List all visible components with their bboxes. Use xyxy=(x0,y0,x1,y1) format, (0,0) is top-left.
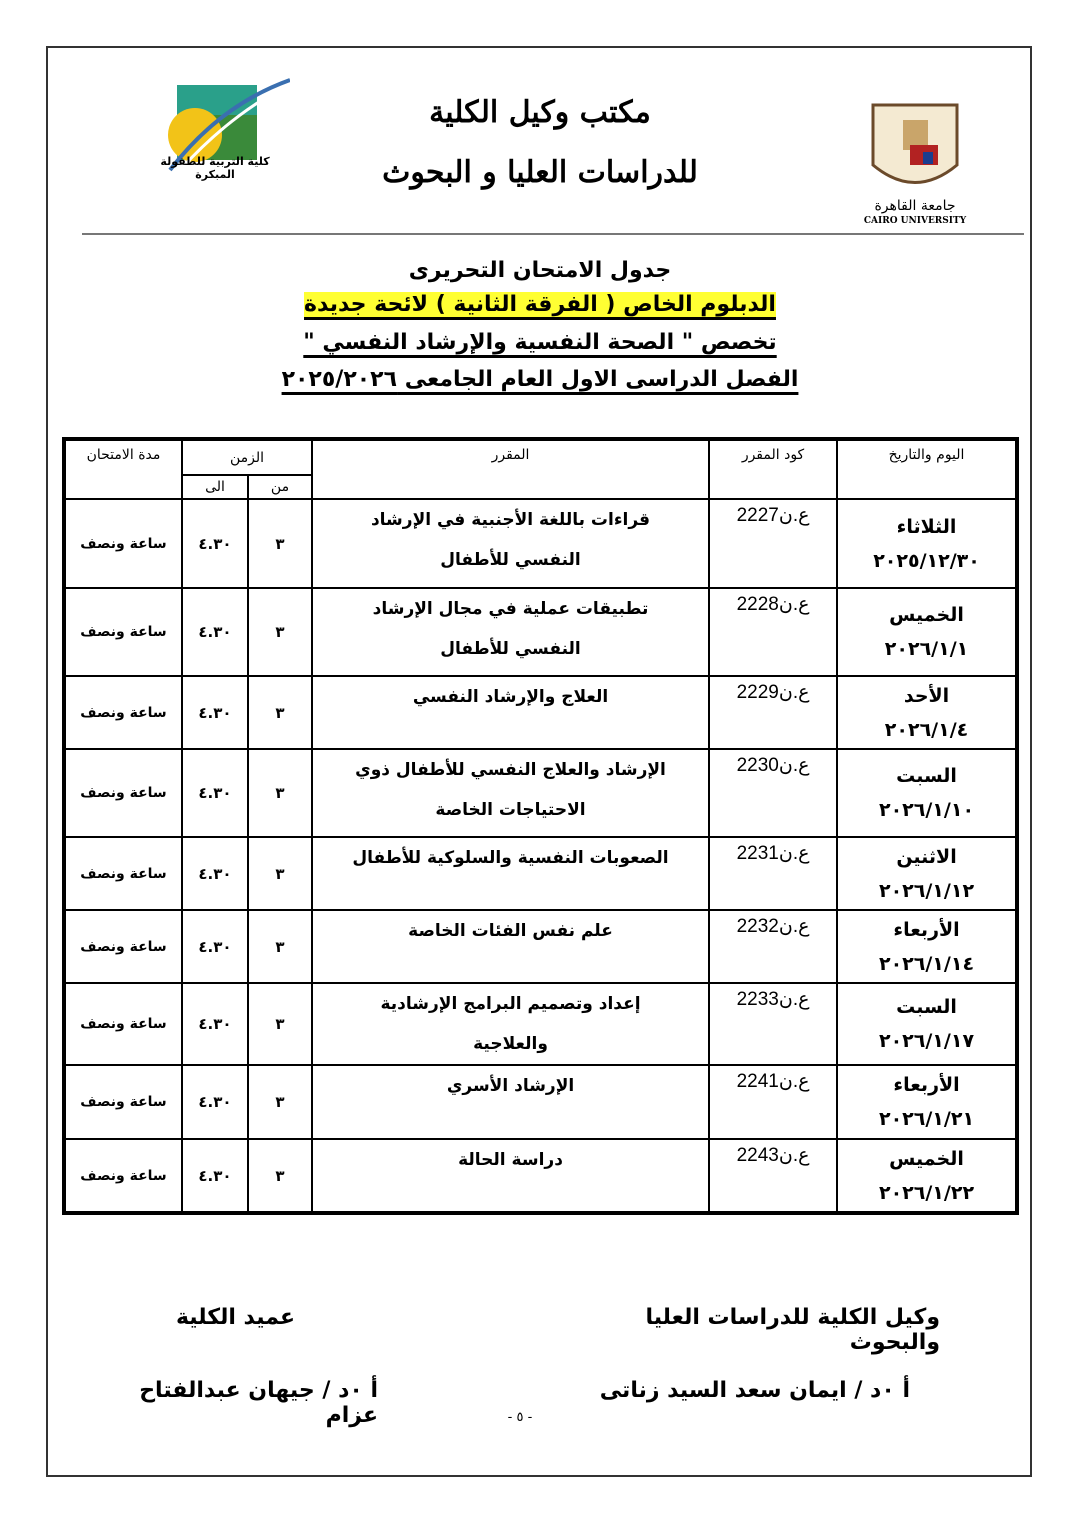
date-cell xyxy=(837,983,1017,1065)
course-cell: قراءات باللغة الأجنبية في الإرشاد النفسي للأطفال xyxy=(312,499,709,588)
table-row xyxy=(64,910,1017,983)
day-name: الأربعاء xyxy=(893,918,960,941)
header-date: اليوم والتاريخ xyxy=(837,439,1017,499)
course-cell: الإرشاد والعلاج النفسي للأطفال ذوي الاحتياجات الخاصة xyxy=(312,749,709,837)
title-line1 xyxy=(0,258,1080,283)
time-from-cell: ٣ xyxy=(248,749,312,837)
day-name: الخميس xyxy=(889,604,964,626)
vice-dean-name: أ ٠د / ايمان سعد السيد زناتى xyxy=(599,1378,910,1403)
exam-date: ٢٠٢٦/١/١٢ xyxy=(878,879,975,902)
exam-date: ٢٠٢٦/١/٤ xyxy=(884,718,969,741)
course-code-cell: ع.ن2232 xyxy=(709,910,837,983)
date-cell xyxy=(837,1139,1017,1213)
course-code-cell: ع.ن2229 xyxy=(709,676,837,749)
table-row xyxy=(64,1139,1017,1213)
date-cell xyxy=(837,1065,1017,1139)
course-code-cell: ع.ن2241 xyxy=(709,1065,837,1139)
vice-dean-title: وكيل الكلية للدراسات العليا والبحوث xyxy=(645,1305,940,1355)
time-to-cell: ٤.٣٠ xyxy=(182,983,248,1065)
header-from: من xyxy=(248,475,312,499)
day-name: السبت xyxy=(896,996,957,1018)
office-title-line1: مكتب وكيل الكلية xyxy=(429,95,651,130)
duration-cell: ساعة ونصف xyxy=(64,983,182,1065)
course-code-cell: ع.ن2243 xyxy=(709,1139,837,1213)
header-duration: مدة الامتحان xyxy=(64,439,182,499)
exam-date: ٢٠٢٦/١/١ xyxy=(884,638,969,660)
title-line2 xyxy=(0,292,1080,317)
course-cell: دراسة الحالة xyxy=(312,1139,709,1213)
day-name: الاثنين xyxy=(896,845,957,868)
duration-cell: ساعة ونصف xyxy=(64,676,182,749)
course-cell: علم نفس الفئات الخاصة xyxy=(312,910,709,983)
table-row xyxy=(64,983,1017,1065)
exam-date: ٢٠٢٦/١/٢١ xyxy=(878,1108,975,1130)
duration-cell: ساعة ونصف xyxy=(64,749,182,837)
date-cell xyxy=(837,499,1017,588)
date-cell xyxy=(837,676,1017,749)
exam-date: ٢٠٢٥/١٢/٣٠ xyxy=(873,549,980,572)
course-code-cell: ع.ن2231 xyxy=(709,837,837,910)
college-logo xyxy=(140,75,290,205)
course-cell: الإرشاد الأسري xyxy=(312,1065,709,1139)
page-number: - ٥ - xyxy=(507,1410,533,1425)
exam-schedule-table xyxy=(62,437,1019,1215)
table-row xyxy=(64,676,1017,749)
duration-cell: ساعة ونصف xyxy=(64,837,182,910)
course-cell: العلاج والإرشاد النفسي xyxy=(312,676,709,749)
header-divider xyxy=(82,233,1024,235)
time-from-cell: ٣ xyxy=(248,1139,312,1213)
table-row xyxy=(64,1065,1017,1139)
time-to-cell: ٤.٣٠ xyxy=(182,1065,248,1139)
title-program: الدبلوم الخاص ( الفرقة الثانية ) لائحة جديدة xyxy=(304,292,776,317)
time-from-cell: ٣ xyxy=(248,588,312,676)
day-name: الأحد xyxy=(903,684,950,707)
header-to: الى xyxy=(182,475,248,499)
table-row xyxy=(64,837,1017,910)
course-cell: الصعوبات النفسية والسلوكية للأطفال xyxy=(312,837,709,910)
exam-date: ٢٠٢٦/١/١٠ xyxy=(878,799,975,821)
dean-title: عميد الكلية xyxy=(175,1305,295,1330)
time-to-cell: ٤.٣٠ xyxy=(182,499,248,588)
time-to-cell: ٤.٣٠ xyxy=(182,910,248,983)
header-code: كود المقرر xyxy=(709,439,837,499)
course-code-cell: ع.ن2227 xyxy=(709,499,837,588)
date-cell xyxy=(837,588,1017,676)
day-name: الأربعاء xyxy=(893,1074,960,1096)
duration-cell: ساعة ونصف xyxy=(64,1065,182,1139)
duration-cell: ساعة ونصف xyxy=(64,499,182,588)
dean-name: أ ٠د / جيهان عبدالفتاح عزام xyxy=(139,1378,378,1428)
title-specialization: تخصص " الصحة النفسية والإرشاد النفسي " xyxy=(303,330,777,355)
duration-cell: ساعة ونصف xyxy=(64,1139,182,1213)
time-from-cell: ٣ xyxy=(248,910,312,983)
title-semester: الفصل الدراسى الاول العام الجامعى ٢٠٢٥/٢٠٢٦ xyxy=(281,367,799,392)
title-line4 xyxy=(0,367,1080,392)
time-from-cell: ٣ xyxy=(248,1065,312,1139)
exam-date: ٢٠٢٦/١/١٤ xyxy=(878,952,975,975)
time-from-cell: ٣ xyxy=(248,676,312,749)
duration-cell: ساعة ونصف xyxy=(64,588,182,676)
cairo-logo-en: CAIRO UNIVERSITY xyxy=(863,216,967,226)
date-cell xyxy=(837,837,1017,910)
course-cell: تطبيقات عملية في مجال الإرشاد النفسي للأطفال xyxy=(312,588,709,676)
table-row xyxy=(64,499,1017,588)
course-code-cell: ع.ن2228 xyxy=(709,588,837,676)
day-name: الثلاثاء xyxy=(896,515,957,538)
title-exam-schedule: جدول الامتحان التحريرى xyxy=(408,258,672,283)
day-name: السبت xyxy=(896,765,957,787)
course-cell: إعداد وتصميم البرامج الإرشادية والعلاجية xyxy=(312,983,709,1065)
time-from-cell: ٣ xyxy=(248,983,312,1065)
college-logo-text: كلية التربية للطفولة المبكرة xyxy=(160,155,270,181)
time-from-cell: ٣ xyxy=(248,499,312,588)
time-to-cell: ٤.٣٠ xyxy=(182,1139,248,1213)
time-from-cell: ٣ xyxy=(248,837,312,910)
table-row xyxy=(64,749,1017,837)
date-cell xyxy=(837,749,1017,837)
time-to-cell: ٤.٣٠ xyxy=(182,676,248,749)
cairo-logo-ar: جامعة القاهرة xyxy=(874,198,956,214)
day-name: الخميس xyxy=(889,1147,964,1170)
course-code-cell: ع.ن2233 xyxy=(709,983,837,1065)
office-title-line2: للدراسات العليا و البحوث xyxy=(382,155,698,190)
time-to-cell: ٤.٣٠ xyxy=(182,588,248,676)
title-line3 xyxy=(0,330,1080,355)
course-code-cell: ع.ن2230 xyxy=(709,749,837,837)
date-cell xyxy=(837,910,1017,983)
exam-date: ٢٠٢٦/١/١٧ xyxy=(878,1030,975,1052)
cairo-university-logo xyxy=(855,100,975,230)
table-row xyxy=(64,588,1017,676)
time-to-cell: ٤.٣٠ xyxy=(182,837,248,910)
time-to-cell: ٤.٣٠ xyxy=(182,749,248,837)
header-course: المقرر xyxy=(312,439,709,499)
header-time: الزمن xyxy=(182,439,312,475)
exam-date: ٢٠٢٦/١/٢٢ xyxy=(878,1181,975,1204)
duration-cell: ساعة ونصف xyxy=(64,910,182,983)
